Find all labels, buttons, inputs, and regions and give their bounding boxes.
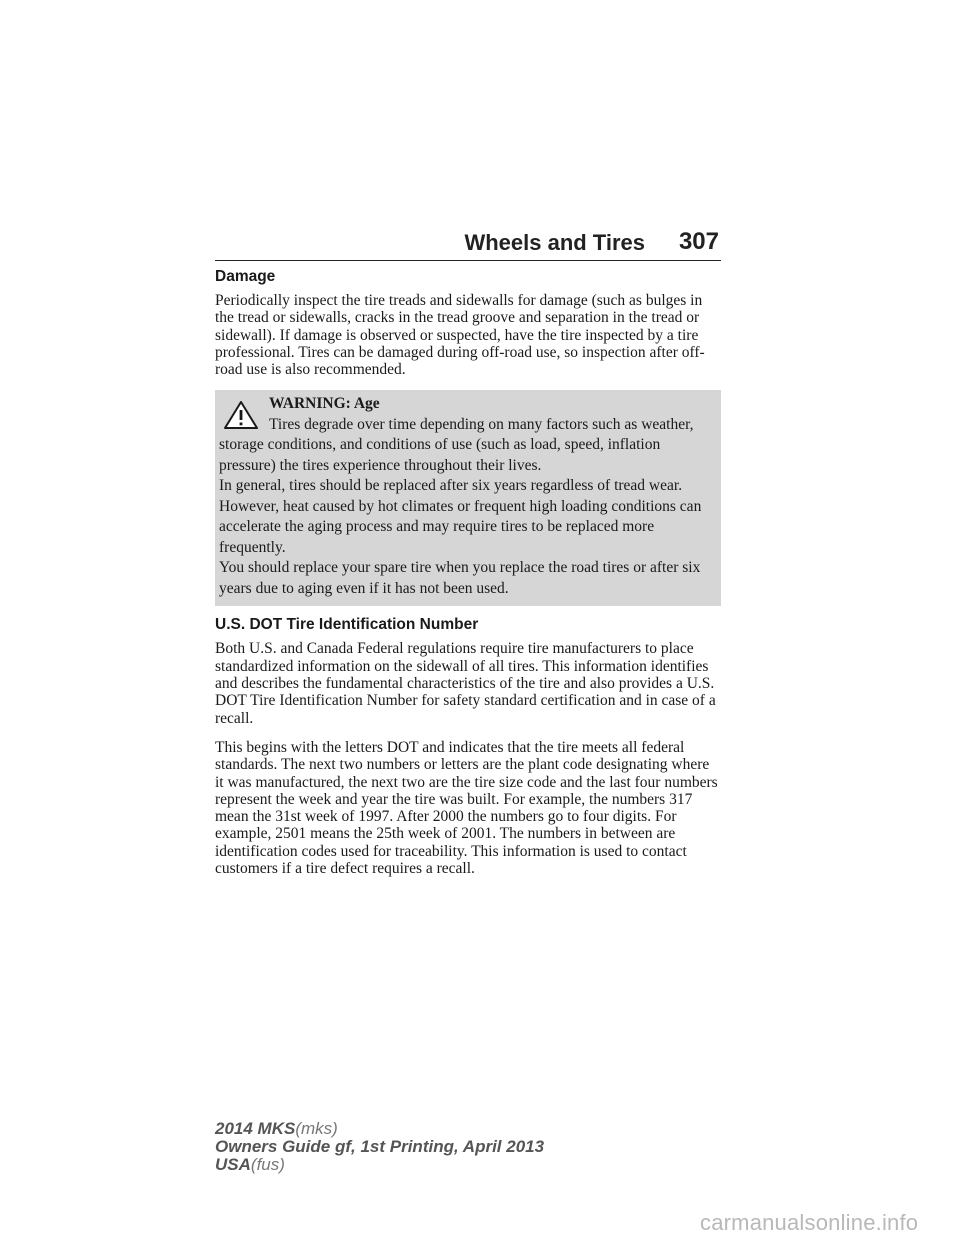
footer-market-line [215,1156,544,1174]
page-number: 307 [678,228,719,255]
footer-guide-line [215,1138,544,1156]
warning-paragraph: You should replace your spare tire when you replace the road tires or after six years due to aging even if it has not been used. [219,559,701,597]
dot-paragraph: This begins with the letters DOT and indicates that the tire meets all federal standards. The next two numbers or letters are the plant code designating where it was manufactured, the next two are the tire size code and the last four numbers represent the week and year the tire was built. For example, the numbers 317 mean the 31st week of 1997. After 2000 the numbers go to four digits. For example, 2501 means the 25th week of 2001. The numbers in between are identification codes used for traceability. This information is used to contact customers if a tire defect requires a recall. [215,738,718,878]
page-content [215,268,721,889]
footer-market: USA [215,1155,251,1174]
warning-paragraph: Tires degrade over time depending on many factors such as weather, storage conditions, and conditions of use (such as load, speed, inflation pressure) the tires experience throughout their lives. [219,415,694,474]
watermark: carmanualsonline.info [700,1210,919,1235]
page-footer [215,1120,544,1174]
footer-guide: Owners Guide gf, 1st Printing, April 2013 [215,1137,545,1156]
warning-triangle-icon [223,400,259,430]
damage-paragraph: Periodically inspect the tire treads and sidewalls for damage (such as bulges in the tread or sidewalls, cracks in the tread groove and separation in the tread or sidewall). If damage is observed or suspected, have the tire inspected by a tire professional. Tires can be damaged during off-road use, so inspection after off-road use is also recommended. [215,292,705,379]
page-header [215,226,721,261]
damage-heading: Damage [215,268,276,285]
footer-model-line [215,1120,544,1138]
footer-market-code: (fus) [250,1155,285,1174]
warning-heading: WARNING: Age [269,395,380,413]
warning-paragraph: In general, tires should be replaced after six years regardless of tread wear. However, heat caused by hot climates or frequent high loading conditions can accelerate the aging process and may require tires to be replaced more frequently. [219,477,702,556]
dot-paragraph: Both U.S. and Canada Federal regulations require tire manufacturers to place standardized information on the sidewall of all tires. This information identifies and describes the fundamental characteristics of the tire and also provides a U.S. DOT Tire Identification Number for safety standard certification and in case of a recall. [215,640,716,727]
footer-model-code: (mks) [295,1119,338,1138]
section-title: Wheels and Tires [464,230,645,255]
dot-heading: U.S. DOT Tire Identification Number [215,616,479,634]
warning-box [215,390,721,606]
footer-model: 2014 MKS [215,1119,296,1138]
